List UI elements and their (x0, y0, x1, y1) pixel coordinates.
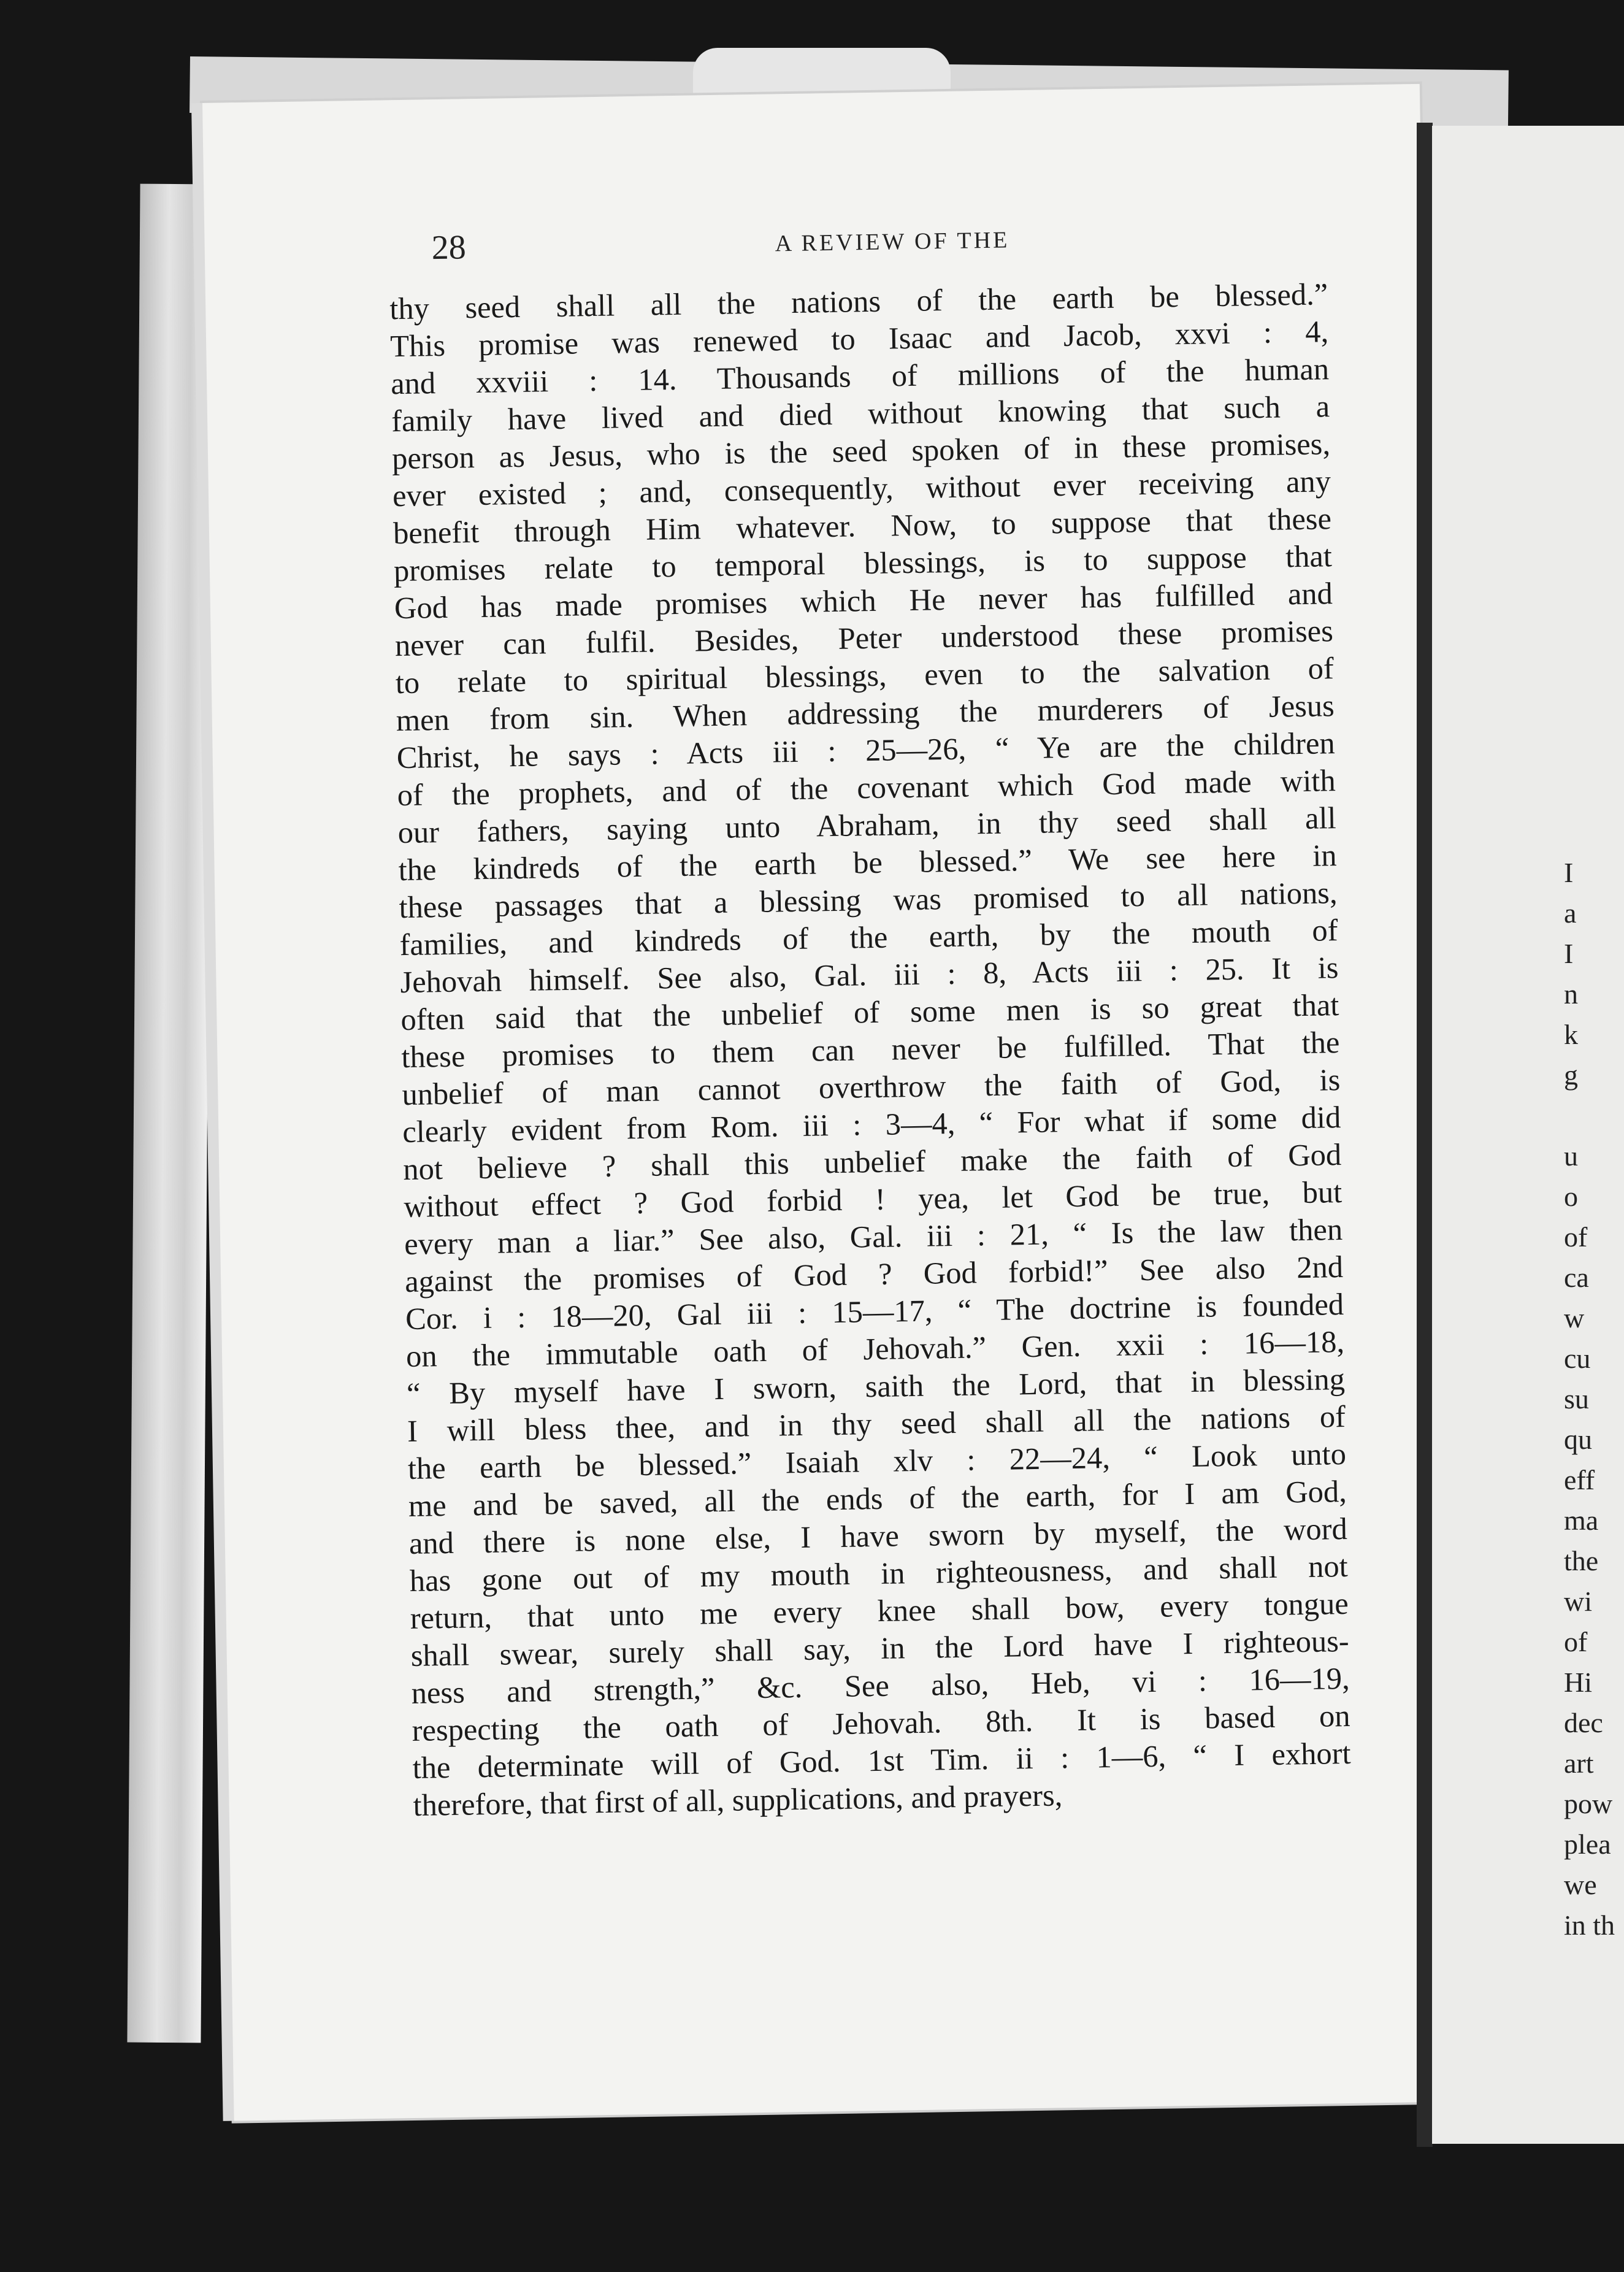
facing-page-fragment: I (1564, 857, 1574, 888)
facing-page-fragment: dec (1564, 1707, 1603, 1738)
text-line: family have lived and died without knowing that such a (391, 389, 1330, 439)
text-line: ever existed ; and, consequently, without ever receiving any (392, 464, 1331, 513)
text-line: and xxviii : 14. Thousands of millions of the human (390, 351, 1330, 401)
book-page (202, 84, 1451, 2121)
facing-page-fragment: Hi (1564, 1667, 1592, 1698)
text-line: return, that unto me every knee shall bow, every tongue (410, 1586, 1349, 1635)
text-line: Christ, he says : Acts iii : 25—26, “ Ye are the children (396, 726, 1336, 775)
facing-page-fragment: qu (1564, 1424, 1592, 1455)
text-line: families, and kindreds of the earth, by the mouth of (399, 913, 1338, 962)
text-line: the kindreds of the earth be blessed.” We see here in (398, 838, 1337, 888)
text-line: to relate to spiritual blessings, even to the salvation of (395, 651, 1335, 700)
text-line: Jehovah himself. See also, Gal. iii : 8, Acts iii : 25. It is (400, 950, 1339, 1000)
facing-page-fragment: cu (1564, 1343, 1591, 1374)
facing-page-fragment: pow (1564, 1788, 1613, 1819)
facing-page-fragment: a (1564, 897, 1577, 929)
facing-page-fragment: I (1564, 938, 1574, 969)
page-number: 28 (431, 228, 467, 267)
facing-page-fragment: we (1564, 1869, 1597, 1900)
facing-page-text (1564, 853, 1624, 1946)
facing-page-fragment: of (1564, 1221, 1588, 1253)
text-line: unbelief of man cannot overthrow the faith of God, is (401, 1062, 1341, 1112)
facing-page-fragment: art (1564, 1748, 1594, 1779)
page-stack-edge (127, 184, 213, 2043)
book-gutter (1417, 123, 1433, 2147)
text-line: not believe ? shall this unbelief make the faith of God (402, 1137, 1342, 1187)
running-head: A REVIEW OF THE (775, 227, 1010, 257)
facing-page-fragment: ca (1564, 1262, 1589, 1293)
text-line: and there is none else, I have sworn by myself, the word (408, 1511, 1348, 1560)
text-line: ness and strength,” &c. See also, Heb, vi : 16—19, (411, 1660, 1350, 1710)
text-line: these promises to them can never be fulfilled. That the (401, 1025, 1340, 1075)
facing-page-fragment: n (1564, 978, 1578, 1010)
text-line: me and be saved, all the ends of the earth, for I am God, (408, 1473, 1347, 1524)
text-line: our fathers, saying unto Abraham, in thy seed shall all (397, 800, 1336, 850)
facing-page-fragment: plea (1564, 1829, 1611, 1860)
text-line: every man a liar.” See also, Gal. iii : 21, “ Is the law then (404, 1212, 1343, 1262)
text-line: God has made promises which He never has fulfilled and (394, 576, 1333, 626)
facing-page-fragment (1564, 1096, 1624, 1136)
text-line: benefit through Him whatever. Now, to suppose that these (393, 501, 1332, 551)
body-text (389, 275, 1352, 1824)
text-line: This promise was renewed to Isaac and Jacob, xxvi : 4, (389, 314, 1329, 364)
text-line: against the promises of God ? God forbid!” See also 2nd (404, 1249, 1344, 1299)
text-line: therefore, that first of all, supplications, and prayers, (413, 1778, 1063, 1822)
text-line: never can fulfil. Besides, Peter understood these promises (394, 613, 1334, 663)
text-line: shall swear, surely shall say, in the Lord have I righteous- (410, 1623, 1350, 1673)
text-line: I will bless thee, and in thy seed shall all the nations of (407, 1399, 1346, 1449)
facing-page-fragment: su (1564, 1383, 1589, 1414)
facing-page-fragment: u (1564, 1140, 1578, 1172)
facing-page-fragment: ma (1564, 1505, 1599, 1536)
text-line: has gone out of my mouth in righteousness, and shall not (409, 1548, 1349, 1598)
text-line: person as Jesus, who is the seed spoken of in these promises, (391, 426, 1331, 476)
text-line: often said that the unbelief of some men is so great that (400, 988, 1339, 1037)
text-line: clearly evident from Rom. iii : 3—4, “ For what if some did (402, 1100, 1341, 1149)
text-line: the earth be blessed.” Isaiah xlv : 22—24, “ Look unto (407, 1436, 1347, 1486)
text-line: respecting the oath of Jehovah. 8th. It is based on (412, 1698, 1350, 1748)
facing-page-fragment: in th (1564, 1909, 1615, 1941)
facing-page-fragment: of (1564, 1626, 1588, 1657)
text-line: thy seed shall all the nations of the earth be blessed.” (389, 277, 1328, 326)
facing-page-fragment: wi (1564, 1586, 1592, 1617)
text-line: “ By myself have I sworn, saith the Lord, that in blessing (406, 1361, 1346, 1411)
facing-page-fragment: o (1564, 1181, 1578, 1212)
text-line: on the immutable oath of Jehovah.” Gen. xxii : 16—18, (405, 1324, 1345, 1374)
page-header (431, 214, 1352, 272)
facing-page-fragment: g (1564, 1059, 1578, 1091)
text-line: Cor. i : 18—20, Gal iii : 15—17, “ The doctrine is founded (405, 1287, 1344, 1337)
facing-page-fragment: w (1564, 1302, 1585, 1334)
text-line: without effect ? God forbid ! yea, let God be true, but (403, 1175, 1342, 1224)
facing-page-fragment: k (1564, 1019, 1578, 1050)
text-line: these passages that a blessing was promised to all nations, (399, 875, 1338, 925)
facing-page-fragment: the (1564, 1545, 1599, 1576)
facing-page-fragment: eff (1564, 1464, 1595, 1495)
text-line: the determinate will of God. 1st Tim. ii : 1—6, “ I exhort (412, 1735, 1351, 1785)
text-line: men from sin. When addressing the murderers of Jesus (396, 688, 1335, 738)
text-line: promises relate to temporal blessings, is to suppose that (393, 539, 1333, 588)
text-line: of the prophets, and of the covenant which God made with (397, 763, 1336, 813)
